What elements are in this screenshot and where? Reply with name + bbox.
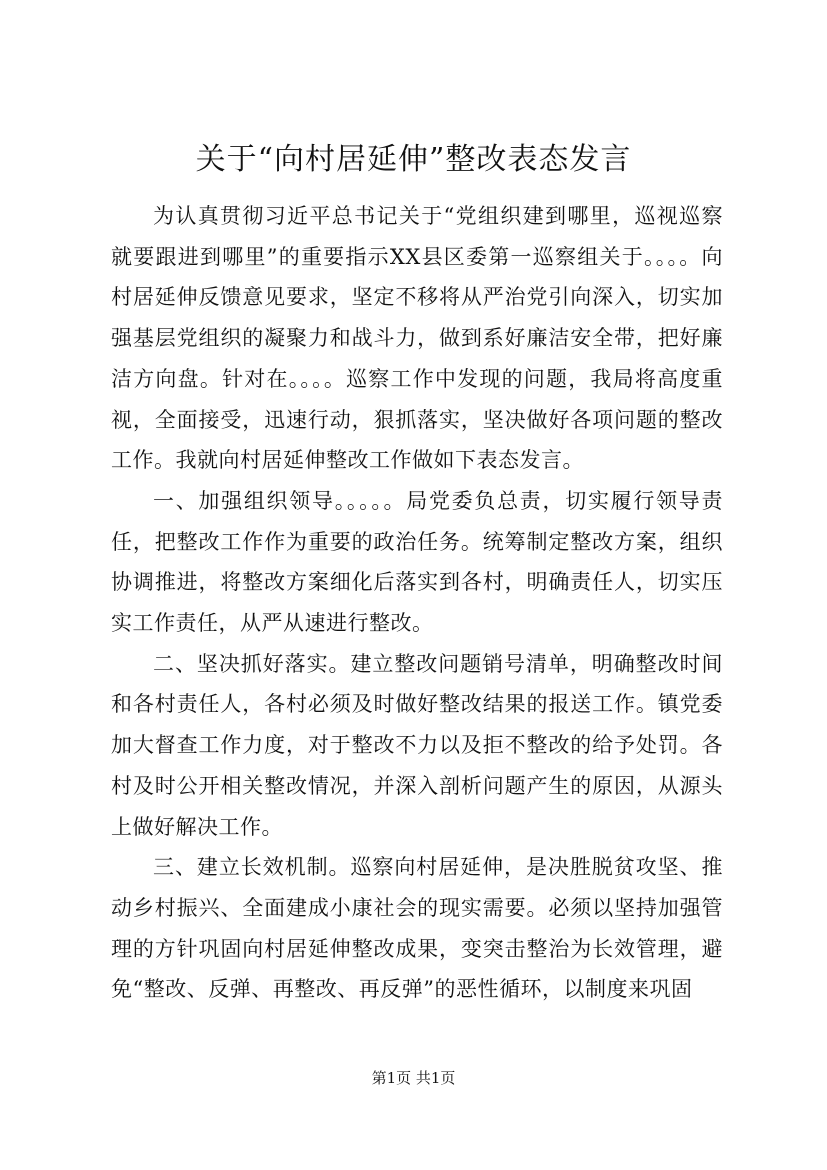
paragraph-long-term-mechanism: 三、建立长效机制。巡察向村居延伸，是决胜脱贫攻坚、推动乡村振兴、全面建成小康社会的现实需要。必须以坚持加强管理的方针巩固向村居延伸整改成果，变突击整治为长效管理，避免“整改、反弹、再整改、再反弹”的恶性循环，以制度来巩固 bbox=[111, 855, 723, 1002]
document-body bbox=[111, 196, 723, 1010]
page-number-footer: 第1页 共1页 bbox=[371, 1069, 456, 1087]
paragraph-organization-leadership: 一、加强组织领导。。。。。局党委负总责，切实履行领导责任，把整改工作作为重要的政治任务。统筹制定整改方案，组织协调推进，将整改方案细化后落实到各村，明确责任人，切实压实工作责任，从严从速进行整改。 bbox=[111, 488, 723, 636]
document-title: 关于“向村居延伸”整改表态发言 bbox=[195, 142, 632, 177]
paragraph-implementation: 二、坚决抓好落实。建立整改问题销号清单，明确整改时间和各村责任人，各村必须及时做好整改结果的报送工作。镇党委加大督查工作力度，对于整改不力以及拒不整改的给予处罚。各村及时公开相关整改情况，并深入剖析问题产生的原因，从源头上做好解决工作。 bbox=[111, 651, 723, 839]
paragraph-intro: 为认真贯彻习近平总书记关于“党组织建到哪里，巡视巡察就要跟进到哪里”的重要指示XX县区委第一巡察组关于。。。。向村居延伸反馈意见要求，坚定不移将从严治党引向深入，切实加强基层党组织的凝聚力和战斗力，做到系好廉洁安全带，把好廉洁方向盘。针对在。。。。巡察工作中发现的问题，我局将高度重视，全面接受，迅速行动，狠抓落实，坚决做好各项问题的整改工作。我就向村居延伸整改工作做如下表态发言。 bbox=[111, 204, 723, 473]
